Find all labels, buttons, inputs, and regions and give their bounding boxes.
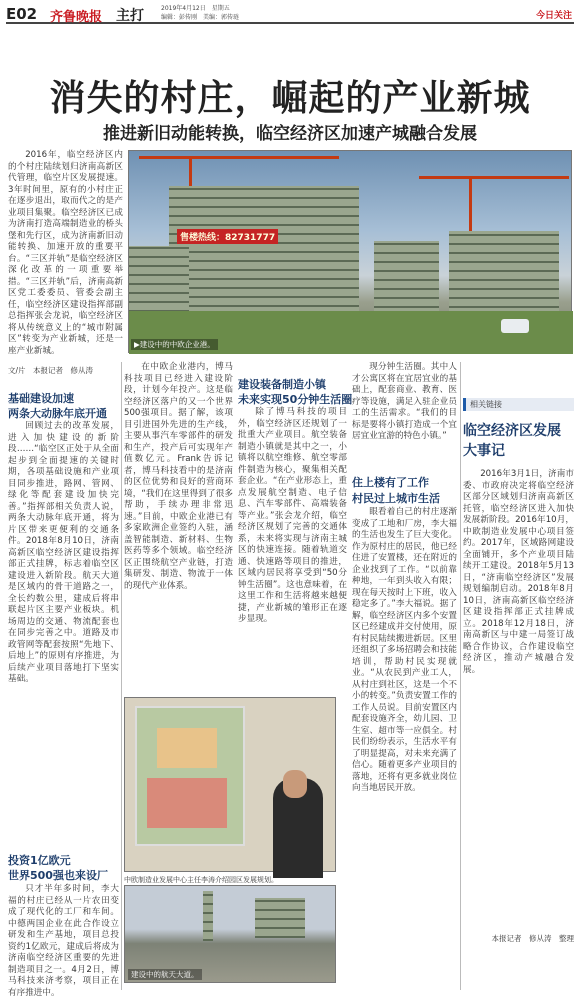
planning-map-photo [124, 697, 336, 872]
planning-map [135, 706, 245, 846]
related-link-header: 相关链接 [463, 398, 574, 411]
editor-credits: 编辑：彭传刚 美编：郭传琏 [161, 14, 240, 21]
sidebar-body: 2016年3月1日，济南市委、市政府决定将临空经济区部分区域划归济南高新区托管，临空经济区进入加快发展新阶段。2016年10月，中欧制造业发展中心项目签约。2017年，区域路网建设全面铺开，多个产业项目陆续开工建设。2018年5月13日，“济南临空经济区”发展规划编制启动。2018年8月10日，济南高新区临空经济区建设指挥部正式挂牌成立。2018年12月18日，济南高新区与中建一局签订战略合作协议，合作建设临空经济区，推动产城融合发展。 [463, 469, 574, 675]
photo3-caption: 建设中的航天大道。 [128, 969, 202, 980]
subhead-investment: 投资1亿欧元 [8, 854, 71, 867]
milestones-sidebar [463, 398, 574, 958]
subhead-town: 建设装备制造小镇 [238, 378, 326, 391]
photo-caption: ▶建设中的中欧企业港。 [131, 339, 218, 350]
subhead-fortune500: 世界500强也来设厂 [8, 869, 108, 882]
road-construction-photo [124, 885, 336, 983]
column-1-body-2: 只才半年多时间，李大福的村庄已经从一片农田变成了现代化的工厂和车间。中德两国企业在此合作设立研发和生产基地，项目总投资约1亿欧元，建成后将成为济南临空经济区重要的先进制造项目之一。4月2日，博马科技来济考察，项目正在有序推进中。 [8, 884, 119, 998]
section-name: 主打 [116, 8, 144, 24]
section-tag: 今日关注 [535, 11, 572, 21]
column-4-body-2: 眼看着自己的村庄逐渐变成了工地和厂房，李大福的生活也发生了巨大变化。作为原村庄的居民，他已经住进了安置楼，还在附近的企业找到了工作。“以前靠种地，一年到头收入有限；现在每天按时上下班，收入稳定多了。”李大福说。据了解，临空经济区内多个安置区已经建成并交付使用，原有村民陆续搬进新居。区里还组织了多场招聘会和技能培训，帮助村民实现就业。“从农民到产业工人，从村庄到社区，这是一个不小的转变。”负责安置工作的工作人员说。目前安置区内配套设施齐全，幼儿园、卫生室、超市等一应俱全。村民们纷纷表示，生活水平有了明显提高，对未来充满了信心。随着更多产业项目的落地，还将有更多就业岗位向当地居民开放。 [352, 507, 457, 793]
newspaper-logo: 齐鲁晚报 [50, 10, 103, 25]
subhead-arteries: 两条大动脉年底开通 [8, 407, 107, 420]
photo2-caption: 中欧制造业发展中心主任李涛介绍园区发展规划。 [124, 876, 278, 884]
subhead-infrastructure: 基础建设加速 [8, 392, 74, 405]
byline: 文/片 本报记者 修从涛 [8, 366, 94, 375]
sidebar-byline: 本报记者 修从涛 整理 [491, 934, 574, 943]
presenter-head [283, 770, 307, 798]
column-3-body: 除了博马科技的项目外，临空经济区还规划了一批重大产业项目。航空装备制造小镇就是其中之一，小镇将以航空维修、航空零部件制造为核心，聚集相关配套企业。“在产业形态上，重点发展航空制造、电子信息、汽车零部件、高端装备等产业。”张会龙介绍，临空经济区规划了完善的交通体系，未来将实现与济南主城区的快速连接。随着轨道交通、快速路等项目的推进，区域内居民将享受到“50分钟生活圈”。这也意味着，在这里工作和生活将越来越便捷，产业新城的雏形正在逐步显现。 [238, 407, 347, 624]
headline: 消失的村庄，崛起的产业新城 [49, 78, 531, 119]
page-header [6, 4, 574, 24]
subhead-urban-life: 村民过上城市生活 [352, 492, 440, 505]
page-number: E02 [6, 5, 38, 23]
car-image [501, 319, 529, 333]
column-4-body: 现分钟生活圈。其中人才公寓区将在宜居宜业的基础上，配套商业、教育、医疗等设施，满足入驻企业员工的生活需求。“我们的目标是要将小镇打造成一个宜居宜业宜游的特色小镇。” [352, 362, 457, 441]
column-2-body: 在中欧企业港内，博马科技项目已经进入建设阶段，计划今年投产。这是临空经济区落户的又一个世界500强项目。据了解，该项目引进国外先进的生产线，主要从事汽车零部件的研发和生产，投产后可实现年产值数亿元。Frank告诉记者，博马科技看中的是济南的区位优势和良好的营商环境，“我们在这里得到了很多帮助，手续办理非常迅速。”目前，中欧企业港已有多家欧洲企业签约入驻，涵盖智能制造、新材料、生物医药等多个领域。临空经济区正围绕航空产业链，打造集研发、制造、物流于一体的现代产业体系。 [124, 362, 233, 591]
subhead-commute: 未来实现50分钟生活圈 [238, 393, 353, 406]
issue-date: 2019年4月12日 星期五 [161, 5, 230, 12]
sidebar-title: 临空经济区发展大事记 [463, 423, 561, 459]
lead-paragraph: 2016年，临空经济区内的个村庄陆续划归济南高新区代管理，临空片区发展提速。3年时间里，原有的小村庄正在逐步退出，取而代之的是产业项目集聚。临空经济区已成为济南打造高端制造业的桥头堡和先行区，成为济南新旧动能转换、加速开放的重要平台。“三区并轨”是临空经济区深化改革的一项重要举措。“三区并轨”后，济南高新区党工委委员、管委会副主任，临空经济区建设指挥部副总指挥张会龙说，临空经济区将从传统意义上的“城市附属区”转变为产业新城，还是一座产业新城。 [8, 150, 123, 356]
sales-banner: 售楼热线：82731777 [177, 229, 278, 244]
subheadline: 推进新旧动能转换，临空经济区加速产城融合发展 [103, 124, 477, 144]
construction-photo [128, 150, 572, 353]
subhead-housing: 住上楼有了工作 [352, 476, 429, 489]
column-1-body: 回顾过去的改革发展，进入加快建设的新阶段……“临空区正处于从全面起步到全面提速的关键时期，各项基础设施和产业项目同步推进，路网、管网、绿化等配套建设加快完善。”指挥部相关负责人说，两条大动脉年底开通，将为片区带来更便利的交通条件。2018年8月10日，济南高新区临空经济区建设指挥部正式挂牌，标志着临空区建设进入新阶段。航天大道是区域内的骨干道路之一，全长约数公里，建成后将串联起片区主要产业板块。机场周边的交通、物流配套也在同步完善之中。道路及市政管网等配套按照“先地下、后地上”的原则有序推进，为后续产业项目落地打下坚实基础。 [8, 421, 119, 684]
